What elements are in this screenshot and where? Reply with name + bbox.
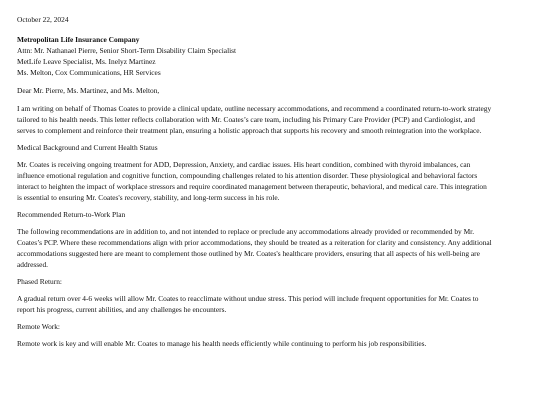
intro-line: serves to complement and reinforce their treatment plan, ensuring a holistic approach that supports his recovery and smooth reintegration into the workplace. [17, 126, 482, 135]
heading-remote-work: Remote Work: [17, 322, 60, 331]
phased-line: report his progress, current abilities, and any challenges he encounters. [17, 305, 227, 314]
recipient-metlife: MetLife Leave Specialist, Ms. Inelyz Martinez [17, 57, 156, 66]
recipient-cox: Ms. Melton, Cox Communications, HR Services [17, 68, 161, 77]
recipient-attn: Attn: Mr. Nathanael Pierre, Senior Short-Term Disability Claim Specialist [17, 46, 237, 55]
medical-line: Mr. Coates is receiving ongoing treatment for ADD, Depression, Anxiety, and cardiac issues. His heart condition, combined with thyroid imbalances, can [17, 160, 471, 169]
remote-paragraph [17, 338, 532, 349]
intro-line: tailored to his health needs. This letter reflects collaboration with Mr. Coates’s care team, including his Primary Care Provider (PCP) and Cardiologist, and [17, 115, 475, 124]
medical-line: influence emotional regulation and cognitive function, compounding challenges related to his attention disorder. These physiological and behavioral factors [17, 171, 478, 180]
plan-line: Coates’s PCP. Where these recommendations align with prior accommodations, they should be treated as a reiteration for clarity and consistency. Any additional [17, 238, 492, 247]
intro-paragraph [17, 103, 532, 136]
salutation: Dear Mr. Pierre, Ms. Martinez, and Ms. Melton, [17, 86, 160, 95]
phased-line: A gradual return over 4-6 weeks will allow Mr. Coates to reacclimate without undue stress. This period will include frequent opportunities for Mr. Coates to [17, 294, 479, 303]
heading-return-plan: Recommended Return-to-Work Plan [17, 210, 126, 219]
medical-line: is essential to ensuring Mr. Coates's recovery, stability, and long-term success in his role. [17, 193, 280, 202]
recipient-company: Metropolitan Life Insurance Company [17, 35, 140, 44]
phased-paragraph [17, 293, 532, 315]
plan-paragraph [17, 226, 532, 270]
heading-medical-background: Medical Background and Current Health Status [17, 143, 158, 152]
recipient-block [17, 34, 532, 78]
plan-line: The following recommendations are in addition to, and not intended to replace or preclude any accommodations already provided or recommended by Mr. [17, 227, 475, 236]
plan-line: addressed. [17, 260, 48, 269]
medical-line: interact to heighten the impact of workplace stressors and require coordinated management between therapeutic, behavioral, and medical care. This integration [17, 182, 487, 191]
remote-line: Remote work is key and will enable Mr. Coates to manage his health needs efficiently while continuing to perform his job responsibilities. [17, 339, 427, 348]
intro-line: I am writing on behalf of Thomas Coates to provide a clinical update, outline necessary accommodations, and recommend a coordinated return-to-work strategy [17, 104, 492, 113]
medical-paragraph [17, 159, 532, 203]
plan-line: accommodations suggested here are meant to complement those outlined by Mr. Coates's healthcare providers, ensuring that all aspects of his well-being are [17, 249, 480, 258]
letter-date: October 22, 2024 [17, 15, 69, 24]
heading-phased-return: Phased Return: [17, 277, 62, 286]
